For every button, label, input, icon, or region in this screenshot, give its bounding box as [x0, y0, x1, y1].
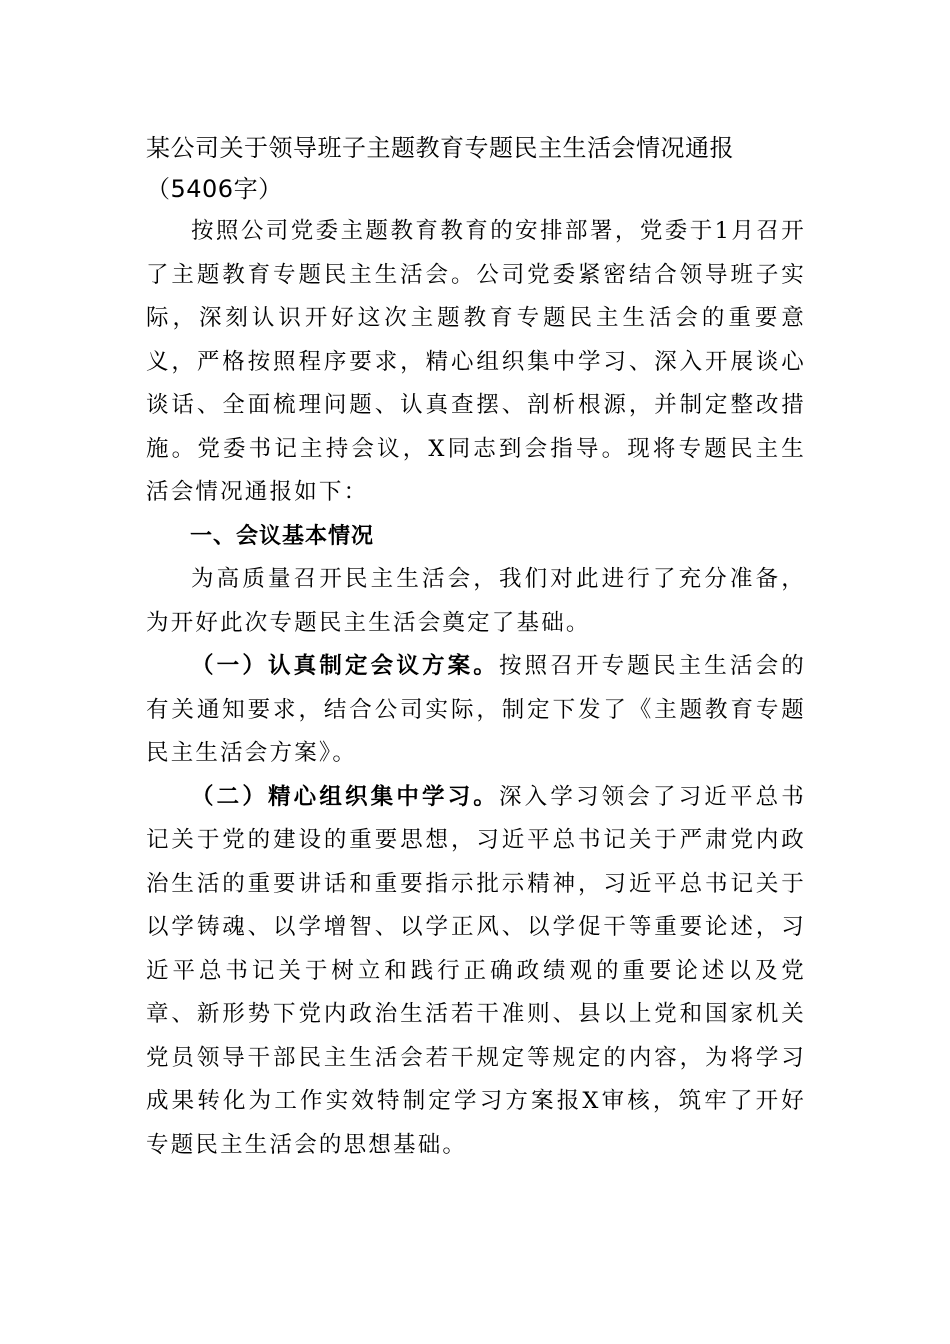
item-1-lead: （一）认真制定会议方案。 — [191, 653, 499, 679]
item-2-lead: （二）精心组织集中学习。 — [191, 783, 499, 810]
item-1-body: 按照召开专题民主生活会的有关通知要求，结合公司实际，制定下发了《主题教育专题民主生活会方案》。 — [146, 653, 806, 766]
item-1-paragraph — [146, 645, 806, 776]
item-2-body: 深入学习领会了习近平总书记关于党的建设的重要思想，习近平总书记关于严肃党内政治生活的重要讲话和重要指示批示精神，习近平总书记关于以学铸魂、以学增智、以学正风、以学促干等重要论述，习近平总书记关于树立和践行正确政绩观的重要论述以及党章、新形势下党内政治生活若干准则、县以上党和国家机关党员领导干部民主生活会若干规定等规定的内容，为将学习成果转化为工作实效特制定学习方案报X审核，筑牢了开好专题民主生活会的思想基础。 — [146, 783, 806, 1158]
document-title: 某公司关于领导班子主题教育专题民主生活会情况通报（5406字） — [146, 134, 734, 203]
intro-paragraph: 按照公司党委主题教育教育的安排部署，党委于1月召开了主题教育专题民主生活会。公司党委紧密结合领导班子实际，深刻认识开好这次主题教育专题民主生活会的重要意义，严格按照程序要求，精心组织集中学习、深入开展谈心谈话、全面梳理问题、认真查摆、剖析根源，并制定整改措施。党委书记主持会议，X同志到会指导。现将专题民主生活会情况通报如下： — [146, 218, 806, 505]
section-heading: 一、会议基本情况 — [190, 523, 375, 549]
item-2-paragraph — [146, 776, 806, 1168]
section-intro-paragraph: 为高质量召开民主生活会，我们对此进行了充分准备，为开好此次专题民主生活会奠定了基础。 — [146, 566, 806, 636]
document-page — [146, 128, 806, 1167]
